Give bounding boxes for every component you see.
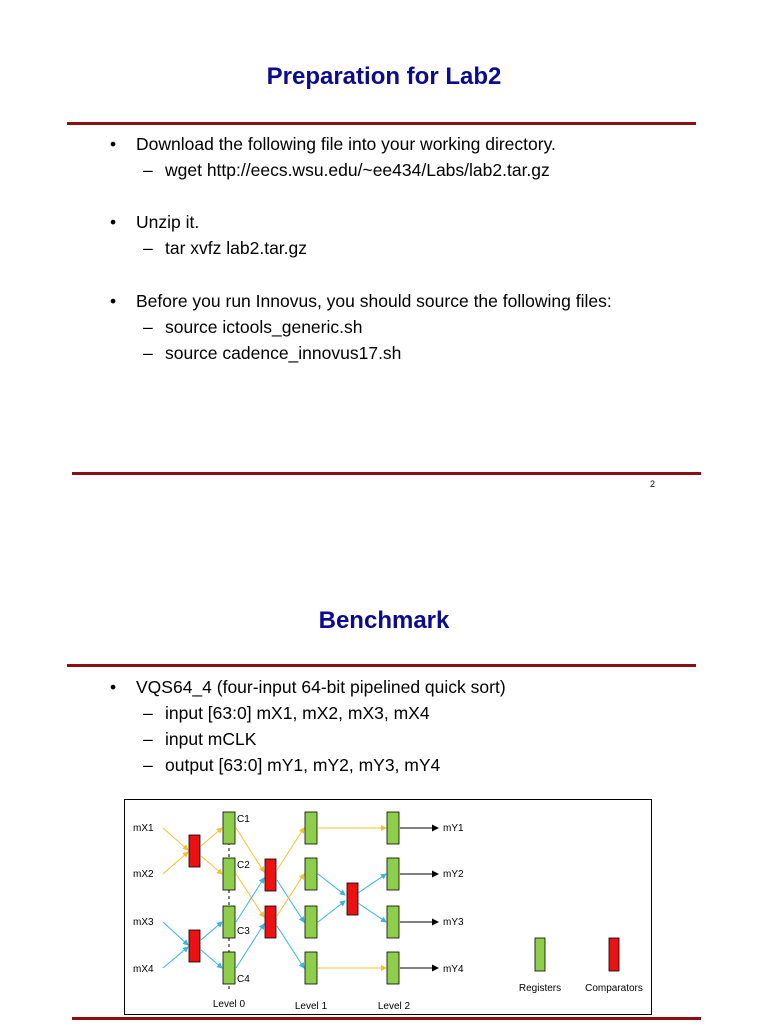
dash-glyph: – [143,755,153,775]
sub-text: wget http://eecs.wsu.edu/~ee434/Labs/lab2.tar.gz [165,160,550,180]
level-label-0: Level 0 [212,999,246,1010]
slide2-page-number: 2 [650,479,656,489]
quicksort-network [125,800,653,1016]
dash-glyph: – [143,343,153,363]
clock-label-c3: C3 [237,926,250,937]
slide3-bottom-rule [72,1017,701,1020]
legend-register-swatch [535,938,545,971]
register-block [223,812,235,844]
bullet-glyph: • [110,212,117,232]
register-block [387,906,399,938]
bullet-glyph: • [110,291,117,311]
clock-label-c4: C4 [237,974,250,985]
legend-registers-label: Registers [518,983,562,994]
output-label-my1: mY1 [443,823,464,834]
register-block [387,952,399,984]
input-label-mx3: mX3 [133,917,154,928]
output-label-my2: mY2 [443,869,464,880]
comparator-block [347,883,358,915]
sub-text: source ictools_generic.sh [165,317,363,337]
registers [223,812,545,984]
dash-glyph: – [143,238,153,258]
dash-glyph: – [143,703,153,723]
output-label-my4: mY4 [443,964,464,975]
register-block [387,858,399,890]
wires-input [163,828,438,968]
register-block [305,906,317,938]
dash-glyph: – [143,317,153,337]
slide3-title: Benchmark [318,607,450,634]
register-block [305,812,317,844]
dash-glyph: – [143,729,153,749]
comparator-block [189,835,200,867]
slide2-top-rule [67,122,696,125]
slide2-bottom-rule [72,472,701,475]
register-block [223,952,235,984]
clock-label-c2: C2 [237,860,250,871]
dash-glyph: – [143,160,153,180]
sub-text: output [63:0] mY1, mY2, mY3, mY4 [165,755,441,775]
comparator-block [189,930,200,962]
bullet-text: Unzip it. [136,212,200,232]
register-block [223,906,235,938]
slide2-title: Preparation for Lab2 [266,63,502,90]
legend-comparator-swatch [609,938,619,971]
clock-label-c1: C1 [237,814,250,825]
bullet-text: VQS64_4 (four-input 64-bit pipelined quick sort) [136,677,506,697]
comparator-block [265,859,276,891]
input-label-mx1: mX1 [133,823,154,834]
level-label-2: Level 2 [377,1001,411,1012]
register-block [223,858,235,890]
sub-text: input mCLK [165,729,257,749]
quicksort-diagram [124,799,652,1015]
comparator-block [265,906,276,938]
bullet-text: Before you run Innovus, you should source the following files: [136,291,612,311]
register-block [305,952,317,984]
bullet-glyph: • [110,677,117,697]
output-label-my3: mY3 [443,917,464,928]
level-label-1: Level 1 [294,1001,328,1012]
slide3-top-rule [67,664,696,667]
input-label-mx4: mX4 [133,964,154,975]
sub-text: tar xvfz lab2.tar.gz [165,238,308,258]
sub-text: source cadence_innovus17.sh [165,343,402,363]
input-label-mx2: mX2 [133,869,154,880]
sub-text: input [63:0] mX1, mX2, mX3, mX4 [165,703,430,723]
legend-comparators-label: Comparators [585,983,643,994]
register-block [305,858,317,890]
bullet-text: Download the following file into your working directory. [136,134,556,154]
bullet-glyph: • [110,134,117,154]
register-block [387,812,399,844]
